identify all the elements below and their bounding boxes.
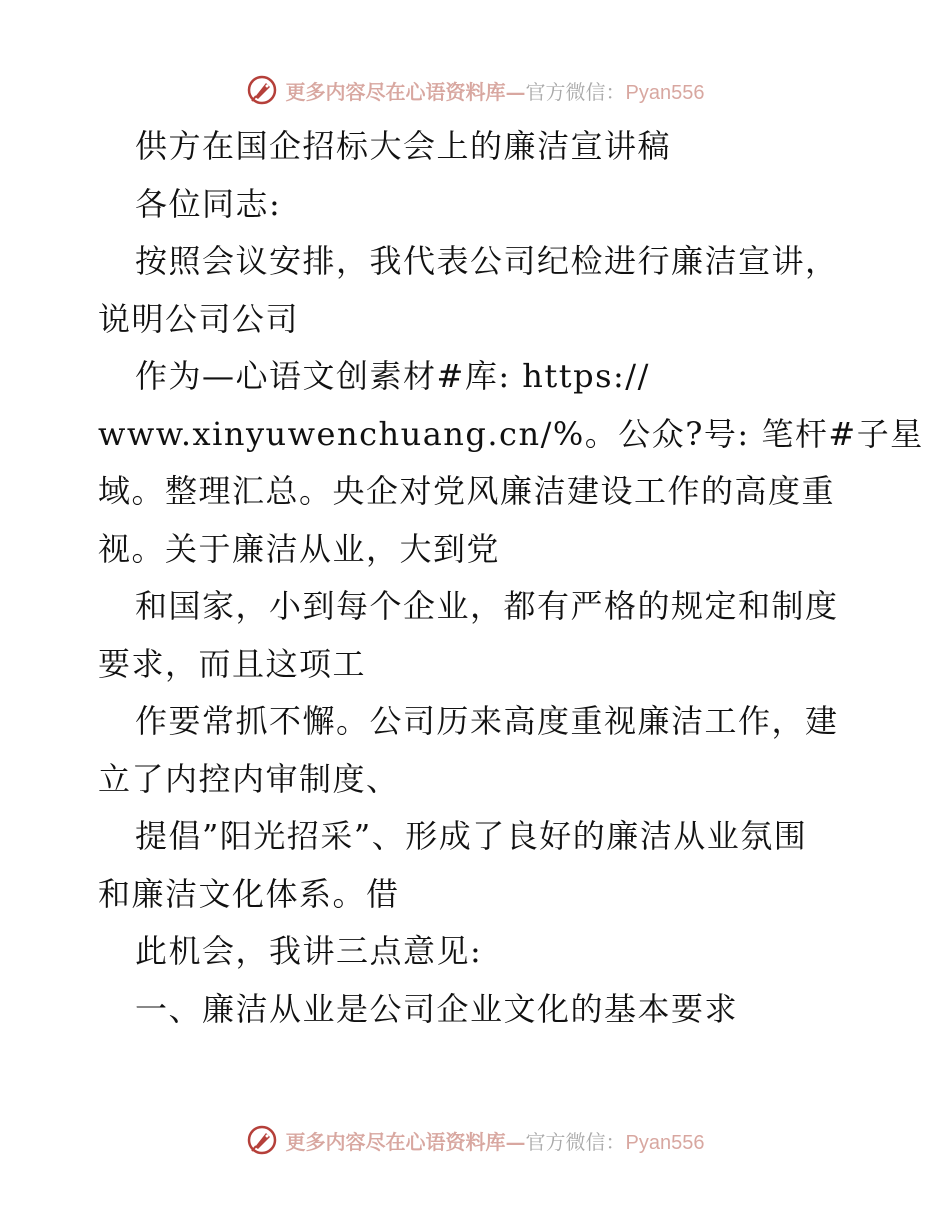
document-body xyxy=(98,118,924,1038)
text-line: www.xinyuwenchuang.cn/%。公众?号: 笔杆#子星 xyxy=(98,414,924,453)
text-line: 提倡”阳光招采”、形成了良好的廉洁从业氛围 xyxy=(135,817,808,855)
text-line: 立了内控内审制度、 xyxy=(98,759,400,798)
text-line: 和国家，小到每个企业，都有严格的规定和制度 xyxy=(135,587,839,625)
banner-text xyxy=(286,1126,705,1155)
banner-main-text: 更多内容尽在心语资料库— xyxy=(285,79,526,104)
banner-wechat-id: Pyan556 xyxy=(625,81,705,104)
text-line: 此机会，我讲三点意见: xyxy=(135,932,483,970)
text-line: 作要常抓不懈。公司历来高度重视廉洁工作，建 xyxy=(135,702,839,740)
text-line: 和廉洁文化体系。借 xyxy=(98,874,400,913)
text-line: 按照会议安排，我代表公司纪检进行廉洁宣讲， xyxy=(135,242,839,280)
pen-nib-logo-icon xyxy=(246,1124,278,1156)
text-line: 域。整理汇总。央企对党风廉洁建设工作的高度重 xyxy=(98,472,836,510)
header-banner xyxy=(0,70,950,110)
text-line: 各位同志: xyxy=(135,184,282,223)
pen-nib-logo-icon xyxy=(246,74,278,106)
text-line: 说明公司公司 xyxy=(98,299,300,338)
text-line: 供方在国企招标大会上的廉洁宣讲稿 xyxy=(135,127,672,165)
banner-main-text: 更多内容尽在心语资料库— xyxy=(285,1129,526,1154)
text-line: 视。关于廉洁从业，大到党 xyxy=(98,529,501,568)
banner-wechat-id: Pyan556 xyxy=(625,1131,705,1154)
text-line: 要求，而且这项工 xyxy=(98,644,367,683)
footer-banner xyxy=(0,1120,950,1160)
banner-text xyxy=(286,76,705,105)
text-line: 作为—心语文创素材#库: https:// xyxy=(135,357,650,395)
banner-wechat-label: 官方微信： xyxy=(525,79,626,104)
text-line: 一、廉洁从业是公司企业文化的基本要求 xyxy=(135,989,739,1028)
banner-wechat-label: 官方微信： xyxy=(525,1129,626,1154)
